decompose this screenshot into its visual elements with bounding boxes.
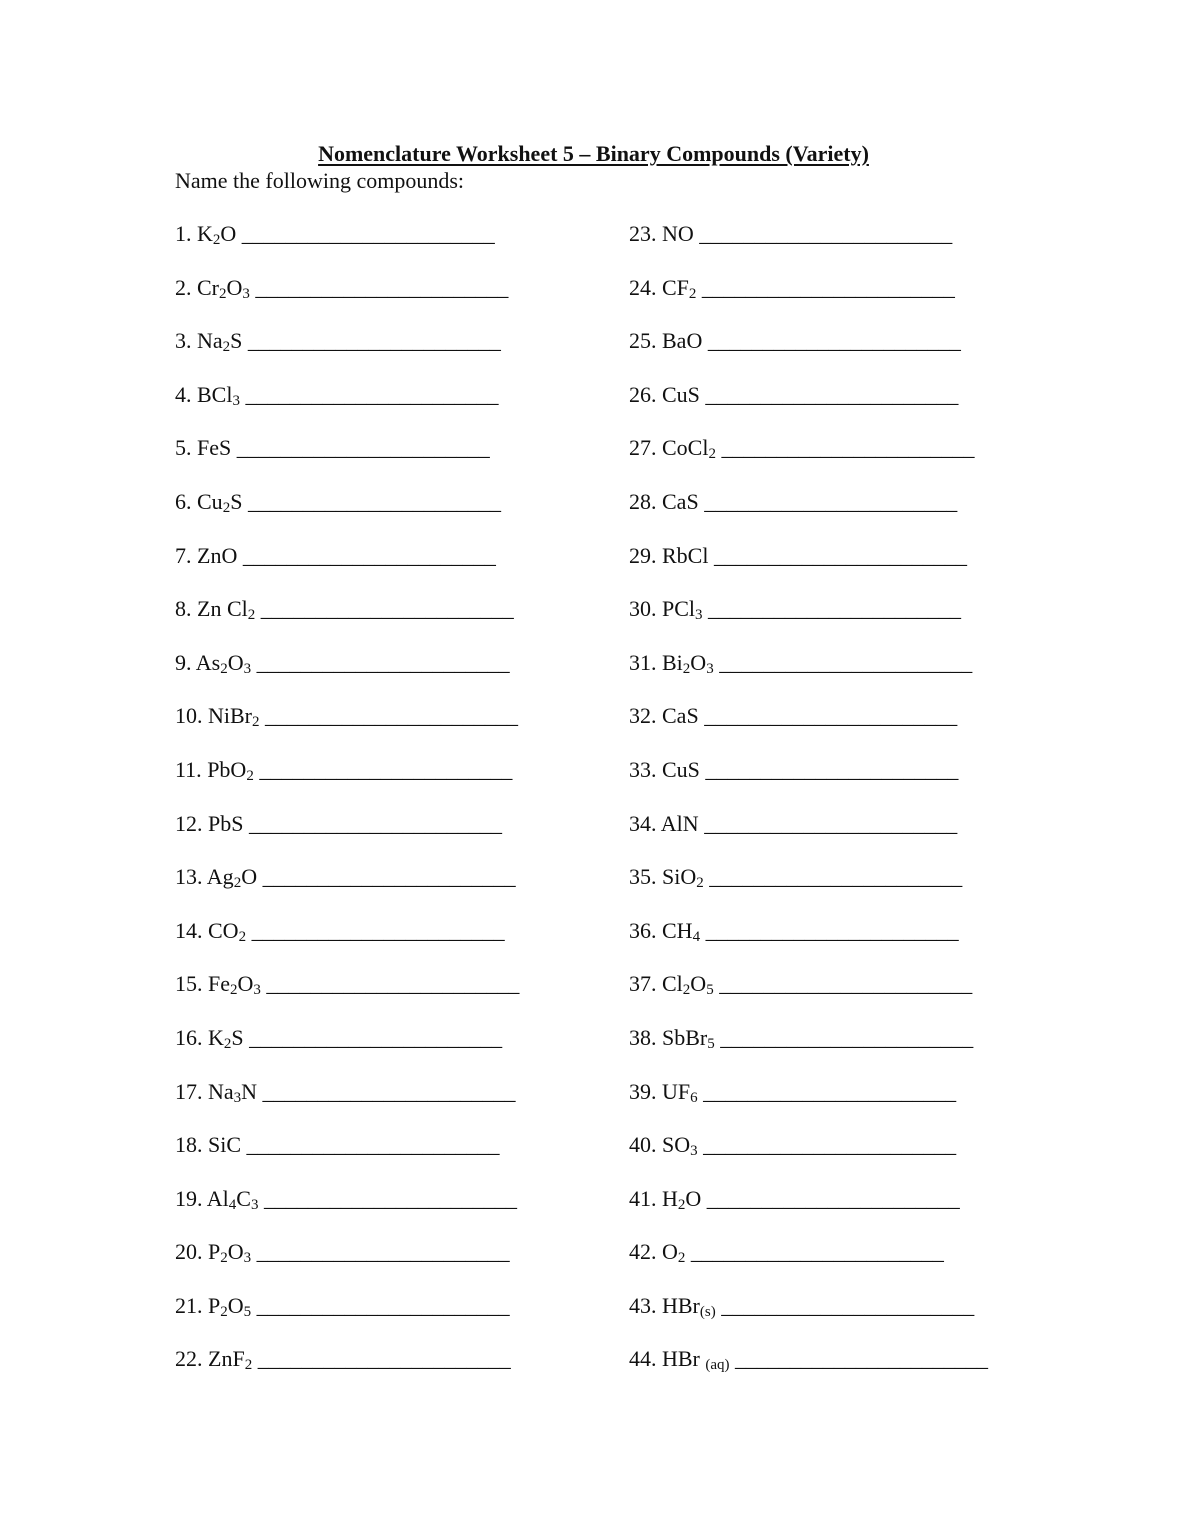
formula-subscript: 3 xyxy=(250,1196,259,1213)
question-item xyxy=(629,1079,988,1133)
chemical-formula xyxy=(662,1293,716,1318)
question-item xyxy=(175,1079,519,1133)
formula-subscript: 2 xyxy=(244,1357,253,1374)
question-item xyxy=(629,1239,988,1293)
question-number: 22. xyxy=(175,1346,208,1372)
formula-subscript: 2 xyxy=(682,660,691,677)
question-number: 35. xyxy=(629,864,662,890)
question-number: 17. xyxy=(175,1078,208,1104)
formula-text: Na xyxy=(208,1078,234,1104)
chemical-formula xyxy=(662,757,700,782)
right-question-column xyxy=(629,221,988,1400)
chemical-formula xyxy=(662,596,703,624)
formula-text: O xyxy=(227,1292,244,1318)
answer-blank[interactable]: _______________________ xyxy=(721,435,975,461)
answer-blank[interactable]: _______________________ xyxy=(251,917,505,943)
question-number: 18. xyxy=(175,1132,208,1158)
answer-blank[interactable]: _______________________ xyxy=(260,596,514,622)
answer-blank[interactable]: _______________________ xyxy=(705,917,959,943)
answer-blank[interactable]: _______________________ xyxy=(245,381,499,407)
question-item xyxy=(629,1186,988,1240)
formula-subscript: (aq) xyxy=(705,1357,730,1374)
formula-subscript: 2 xyxy=(219,285,227,302)
formula-text: S xyxy=(230,488,243,514)
formula-text: CaS xyxy=(662,488,699,514)
question-number: 27. xyxy=(629,435,662,461)
question-number: 37. xyxy=(629,971,662,997)
answer-blank[interactable]: _______________________ xyxy=(709,864,963,890)
chemical-formula xyxy=(208,1079,257,1104)
chemical-formula xyxy=(197,543,237,568)
answer-blank[interactable]: _______________________ xyxy=(701,274,955,300)
question-item xyxy=(175,596,519,650)
chemical-formula xyxy=(661,811,699,836)
answer-blank[interactable]: _______________________ xyxy=(256,649,510,675)
question-item xyxy=(175,918,519,972)
formula-subscript: 3 xyxy=(253,982,261,999)
formula-subscript: 5 xyxy=(707,1035,715,1052)
formula-subscript: 2 xyxy=(212,232,221,248)
formula-text: CaS xyxy=(662,703,699,729)
formula-text: S xyxy=(230,328,243,354)
formula-text: HBr xyxy=(662,1292,700,1318)
chemical-formula xyxy=(208,1239,252,1267)
formula-text: O xyxy=(690,971,707,997)
answer-blank[interactable]: _______________________ xyxy=(690,1239,944,1265)
question-number: 11. xyxy=(175,756,208,782)
formula-text: O xyxy=(237,971,254,997)
answer-blank[interactable]: _______________________ xyxy=(707,328,961,354)
answer-blank[interactable]: _______________________ xyxy=(241,221,495,246)
answer-blank[interactable]: _______________________ xyxy=(262,1078,516,1104)
formula-text: RbCl xyxy=(662,542,709,568)
answer-blank[interactable]: _______________________ xyxy=(703,1078,957,1104)
formula-text: K xyxy=(197,221,213,246)
question-number: 44. xyxy=(629,1346,662,1372)
chemical-formula xyxy=(208,1346,253,1374)
question-item xyxy=(175,1025,519,1079)
answer-blank[interactable]: _______________________ xyxy=(255,274,509,300)
question-item xyxy=(629,221,988,275)
formula-text: P xyxy=(208,1292,221,1318)
question-item xyxy=(629,1025,988,1079)
formula-subscript: 3 xyxy=(243,660,252,677)
chemical-formula xyxy=(208,1025,244,1050)
chemical-formula xyxy=(662,1186,701,1211)
formula-subscript: 2 xyxy=(220,1250,228,1267)
formula-text: O xyxy=(241,864,258,890)
chemical-formula xyxy=(662,1025,715,1050)
chemical-formula xyxy=(197,328,243,356)
formula-text: CO xyxy=(208,917,239,943)
chemical-formula xyxy=(662,1239,686,1267)
formula-subscript: 2 xyxy=(688,285,697,302)
formula-text: K xyxy=(208,1024,224,1050)
question-number: 28. xyxy=(629,488,662,514)
answer-blank[interactable]: _______________________ xyxy=(708,596,962,622)
formula-subscript: 2 xyxy=(220,660,228,677)
answer-blank[interactable]: _______________________ xyxy=(247,328,501,354)
formula-subscript: 2 xyxy=(238,928,247,945)
chemical-formula xyxy=(208,1293,251,1318)
question-number: 5. xyxy=(175,435,197,461)
formula-text: BCl xyxy=(197,381,233,407)
formula-text: UF xyxy=(662,1078,691,1104)
chemical-formula xyxy=(197,435,231,460)
formula-text: CH xyxy=(662,917,693,943)
question-number: 36. xyxy=(629,917,662,943)
formula-subscript: 3 xyxy=(233,1089,242,1106)
question-item xyxy=(629,1132,988,1186)
question-number: 2. xyxy=(175,274,197,300)
formula-subscript: 4 xyxy=(692,928,701,945)
formula-text: BaO xyxy=(662,328,703,354)
answer-blank[interactable]: _______________________ xyxy=(246,1132,500,1158)
formula-text: H xyxy=(662,1185,678,1211)
formula-text: CoCl xyxy=(662,435,709,461)
formula-subscript: 2 xyxy=(677,1250,686,1267)
question-item xyxy=(629,918,988,972)
answer-blank[interactable]: _______________________ xyxy=(236,435,490,461)
chemical-formula xyxy=(197,382,240,407)
question-number: 30. xyxy=(629,596,662,622)
question-item xyxy=(175,382,519,436)
formula-text: NO xyxy=(662,221,694,246)
formula-subscript: 2 xyxy=(222,339,231,356)
formula-subscript: 5 xyxy=(243,1303,252,1320)
answer-blank[interactable]: _______________________ xyxy=(242,542,496,568)
formula-text: Cu xyxy=(197,488,223,514)
formula-subscript: 6 xyxy=(690,1089,698,1106)
formula-subscript: 2 xyxy=(233,875,242,892)
chemical-formula xyxy=(662,918,700,943)
formula-text: CF xyxy=(662,274,689,300)
formula-text: C xyxy=(236,1185,251,1211)
question-item xyxy=(629,543,988,597)
question-number: 40. xyxy=(629,1132,662,1158)
formula-text: CuS xyxy=(662,756,700,782)
question-number: 38. xyxy=(629,1024,662,1050)
answer-blank[interactable]: _______________________ xyxy=(720,1024,974,1050)
formula-subscript: 3 xyxy=(243,1250,252,1267)
formula-subscript: (s) xyxy=(699,1303,716,1320)
formula-text: SbBr xyxy=(662,1024,708,1050)
formula-text: O xyxy=(226,274,243,300)
formula-text: As xyxy=(195,649,221,675)
answer-blank[interactable]: _______________________ xyxy=(248,810,502,836)
question-item xyxy=(175,1132,519,1186)
question-item xyxy=(629,596,988,650)
chemical-formula xyxy=(662,489,699,514)
chemical-formula xyxy=(207,757,254,782)
answer-blank[interactable]: _______________________ xyxy=(699,221,953,246)
answer-blank[interactable]: _______________________ xyxy=(259,756,513,782)
question-number: 25. xyxy=(629,328,662,354)
chemical-formula xyxy=(662,1079,698,1104)
chemical-formula xyxy=(197,221,236,246)
answer-blank[interactable]: _______________________ xyxy=(262,864,516,890)
answer-blank[interactable]: _______________________ xyxy=(256,1292,510,1318)
formula-subscript: 2 xyxy=(677,1196,686,1213)
chemical-formula xyxy=(662,703,699,728)
question-number: 3. xyxy=(175,328,197,354)
formula-text: ZnF xyxy=(208,1346,245,1372)
formula-text: O xyxy=(227,1239,244,1265)
question-item xyxy=(175,971,519,1025)
answer-blank[interactable]: _______________________ xyxy=(703,1132,957,1158)
question-item xyxy=(629,757,988,811)
chemical-formula xyxy=(662,543,708,568)
formula-text: Cr xyxy=(197,274,219,300)
formula-subscript: 2 xyxy=(247,607,256,624)
question-number: 15. xyxy=(175,971,208,997)
question-item xyxy=(629,275,988,329)
answer-blank[interactable]: _______________________ xyxy=(247,488,501,514)
question-number: 23. xyxy=(629,221,662,246)
question-number: 41. xyxy=(629,1185,662,1211)
formula-subscript: 3 xyxy=(706,660,714,677)
formula-text: Cl xyxy=(662,971,683,997)
question-number: 14. xyxy=(175,917,208,943)
formula-subscript: 2 xyxy=(222,499,231,516)
formula-text: PCl xyxy=(662,596,696,622)
chemical-formula xyxy=(206,864,258,892)
formula-subscript: 2 xyxy=(223,1035,232,1052)
chemical-formula xyxy=(662,382,700,407)
answer-blank[interactable]: _______________________ xyxy=(735,1346,989,1372)
question-item xyxy=(175,703,519,757)
answer-blank[interactable]: _______________________ xyxy=(706,1185,960,1211)
formula-subscript: 3 xyxy=(690,1143,698,1160)
chemical-formula xyxy=(196,650,251,675)
question-item xyxy=(175,1239,519,1293)
answer-blank[interactable]: _______________________ xyxy=(257,1346,511,1372)
answer-blank[interactable]: _______________________ xyxy=(249,1024,503,1050)
chemical-formula xyxy=(662,435,716,463)
question-number: 7. xyxy=(175,542,197,568)
question-number: 1. xyxy=(175,221,197,246)
formula-subscript: 4 xyxy=(228,1196,237,1213)
formula-subscript: 2 xyxy=(230,982,238,999)
chemical-formula xyxy=(662,221,694,246)
question-item xyxy=(629,703,988,757)
formula-subscript: 3 xyxy=(232,392,240,409)
formula-subscript: 3 xyxy=(242,285,250,302)
instructions: Name the following compounds: xyxy=(175,168,465,193)
left-question-column xyxy=(175,221,519,1400)
question-item xyxy=(629,971,988,1025)
question-item xyxy=(175,1346,519,1400)
question-item xyxy=(629,382,988,436)
question-number: 12. xyxy=(175,810,208,836)
chemical-formula xyxy=(207,1186,259,1211)
formula-subscript: 3 xyxy=(695,607,703,624)
question-item xyxy=(629,650,988,704)
question-item xyxy=(175,543,519,597)
answer-blank[interactable]: _______________________ xyxy=(704,488,958,514)
question-number: 29. xyxy=(629,542,662,568)
formula-subscript: 2 xyxy=(682,982,691,999)
question-number: 10. xyxy=(175,703,208,729)
answer-blank[interactable]: _______________________ xyxy=(263,1185,517,1211)
formula-text: SiO xyxy=(662,864,697,890)
formula-text: O xyxy=(690,649,707,675)
question-number: 20. xyxy=(175,1239,208,1265)
question-number: 32. xyxy=(629,703,662,729)
chemical-formula xyxy=(208,703,260,731)
formula-subscript: 2 xyxy=(696,875,704,892)
question-item xyxy=(629,489,988,543)
formula-text: HBr xyxy=(662,1346,706,1372)
chemical-formula xyxy=(662,650,714,675)
question-number: 26. xyxy=(629,381,662,407)
formula-text: NiBr xyxy=(208,703,252,729)
answer-blank[interactable]: _______________________ xyxy=(713,542,967,568)
question-number: 19. xyxy=(175,1185,207,1211)
answer-blank[interactable]: _______________________ xyxy=(719,649,973,675)
question-number: 8. xyxy=(175,596,197,622)
question-number: 13. xyxy=(175,864,207,890)
chemical-formula xyxy=(662,864,704,892)
question-item xyxy=(629,864,988,918)
question-item xyxy=(629,328,988,382)
question-number: 33. xyxy=(629,756,662,782)
question-item xyxy=(175,864,519,918)
question-item xyxy=(175,650,519,704)
question-item xyxy=(175,757,519,811)
chemical-formula xyxy=(662,275,696,300)
formula-text: O xyxy=(685,1185,702,1211)
question-number: 39. xyxy=(629,1078,662,1104)
formula-text: Fe xyxy=(208,971,230,997)
chemical-formula xyxy=(197,275,250,300)
question-item xyxy=(175,1293,519,1347)
formula-text: PbO xyxy=(207,756,247,782)
answer-blank[interactable]: _______________________ xyxy=(265,703,518,729)
formula-text: SO xyxy=(662,1132,691,1158)
question-item xyxy=(175,328,519,382)
chemical-formula xyxy=(208,1132,241,1157)
formula-text: FeS xyxy=(197,435,232,461)
question-item xyxy=(629,1346,988,1400)
formula-subscript: 2 xyxy=(246,767,254,784)
answer-blank[interactable]: _______________________ xyxy=(705,756,959,782)
formula-text: Ag xyxy=(206,864,234,890)
answer-blank[interactable]: _______________________ xyxy=(704,703,958,729)
formula-text: P xyxy=(208,1239,221,1265)
question-item xyxy=(175,275,519,329)
formula-text: N xyxy=(241,1078,258,1104)
answer-blank[interactable]: _______________________ xyxy=(704,810,958,836)
answer-blank[interactable]: _______________________ xyxy=(266,971,520,997)
answer-blank[interactable]: _______________________ xyxy=(719,971,973,997)
question-number: 24. xyxy=(629,274,662,300)
question-item xyxy=(175,811,519,865)
question-item xyxy=(175,435,519,489)
formula-text: SiC xyxy=(208,1132,242,1158)
formula-text: S xyxy=(231,1024,244,1050)
question-number: 43. xyxy=(629,1292,662,1318)
question-item xyxy=(629,435,988,489)
answer-blank[interactable]: _______________________ xyxy=(721,1292,975,1318)
chemical-formula xyxy=(662,971,714,999)
formula-text: O xyxy=(227,649,244,675)
question-item xyxy=(175,221,519,275)
question-number: 4. xyxy=(175,381,197,407)
chemical-formula xyxy=(208,918,246,943)
answer-blank[interactable]: _______________________ xyxy=(705,381,959,407)
formula-text: AlN xyxy=(660,810,699,836)
question-number: 31. xyxy=(629,649,662,675)
question-number: 16. xyxy=(175,1024,208,1050)
question-item xyxy=(629,1293,988,1347)
formula-text: ZnO xyxy=(197,542,238,568)
question-number: 6. xyxy=(175,488,197,514)
formula-text: O xyxy=(662,1239,678,1265)
question-number: 34. xyxy=(629,810,661,836)
formula-text: O xyxy=(220,221,237,246)
formula-subscript: 2 xyxy=(252,714,260,731)
chemical-formula xyxy=(662,1132,698,1160)
answer-blank[interactable]: _______________________ xyxy=(256,1239,510,1265)
formula-text: CuS xyxy=(662,381,700,407)
formula-text: Zn Cl xyxy=(197,596,248,622)
formula-subscript: 2 xyxy=(708,446,716,463)
question-number: 21. xyxy=(175,1292,208,1318)
chemical-formula xyxy=(208,971,261,999)
chemical-formula xyxy=(208,811,243,836)
formula-text: Na xyxy=(197,328,223,354)
chemical-formula xyxy=(197,489,242,514)
question-number: 9. xyxy=(175,649,196,675)
question-number: 42. xyxy=(629,1239,662,1265)
chemical-formula xyxy=(662,328,702,353)
formula-subscript: 2 xyxy=(220,1303,228,1320)
question-item xyxy=(175,489,519,543)
chemical-formula xyxy=(197,596,256,624)
formula-subscript: 5 xyxy=(706,982,714,999)
formula-text: Bi xyxy=(662,649,683,675)
formula-text: PbS xyxy=(208,810,244,836)
question-item xyxy=(175,1186,519,1240)
formula-text: Al xyxy=(206,1185,229,1211)
worksheet-title: Nomenclature Worksheet 5 – Binary Compounds (Variety) xyxy=(318,141,869,166)
question-item xyxy=(629,811,988,865)
chemical-formula xyxy=(662,1346,730,1374)
